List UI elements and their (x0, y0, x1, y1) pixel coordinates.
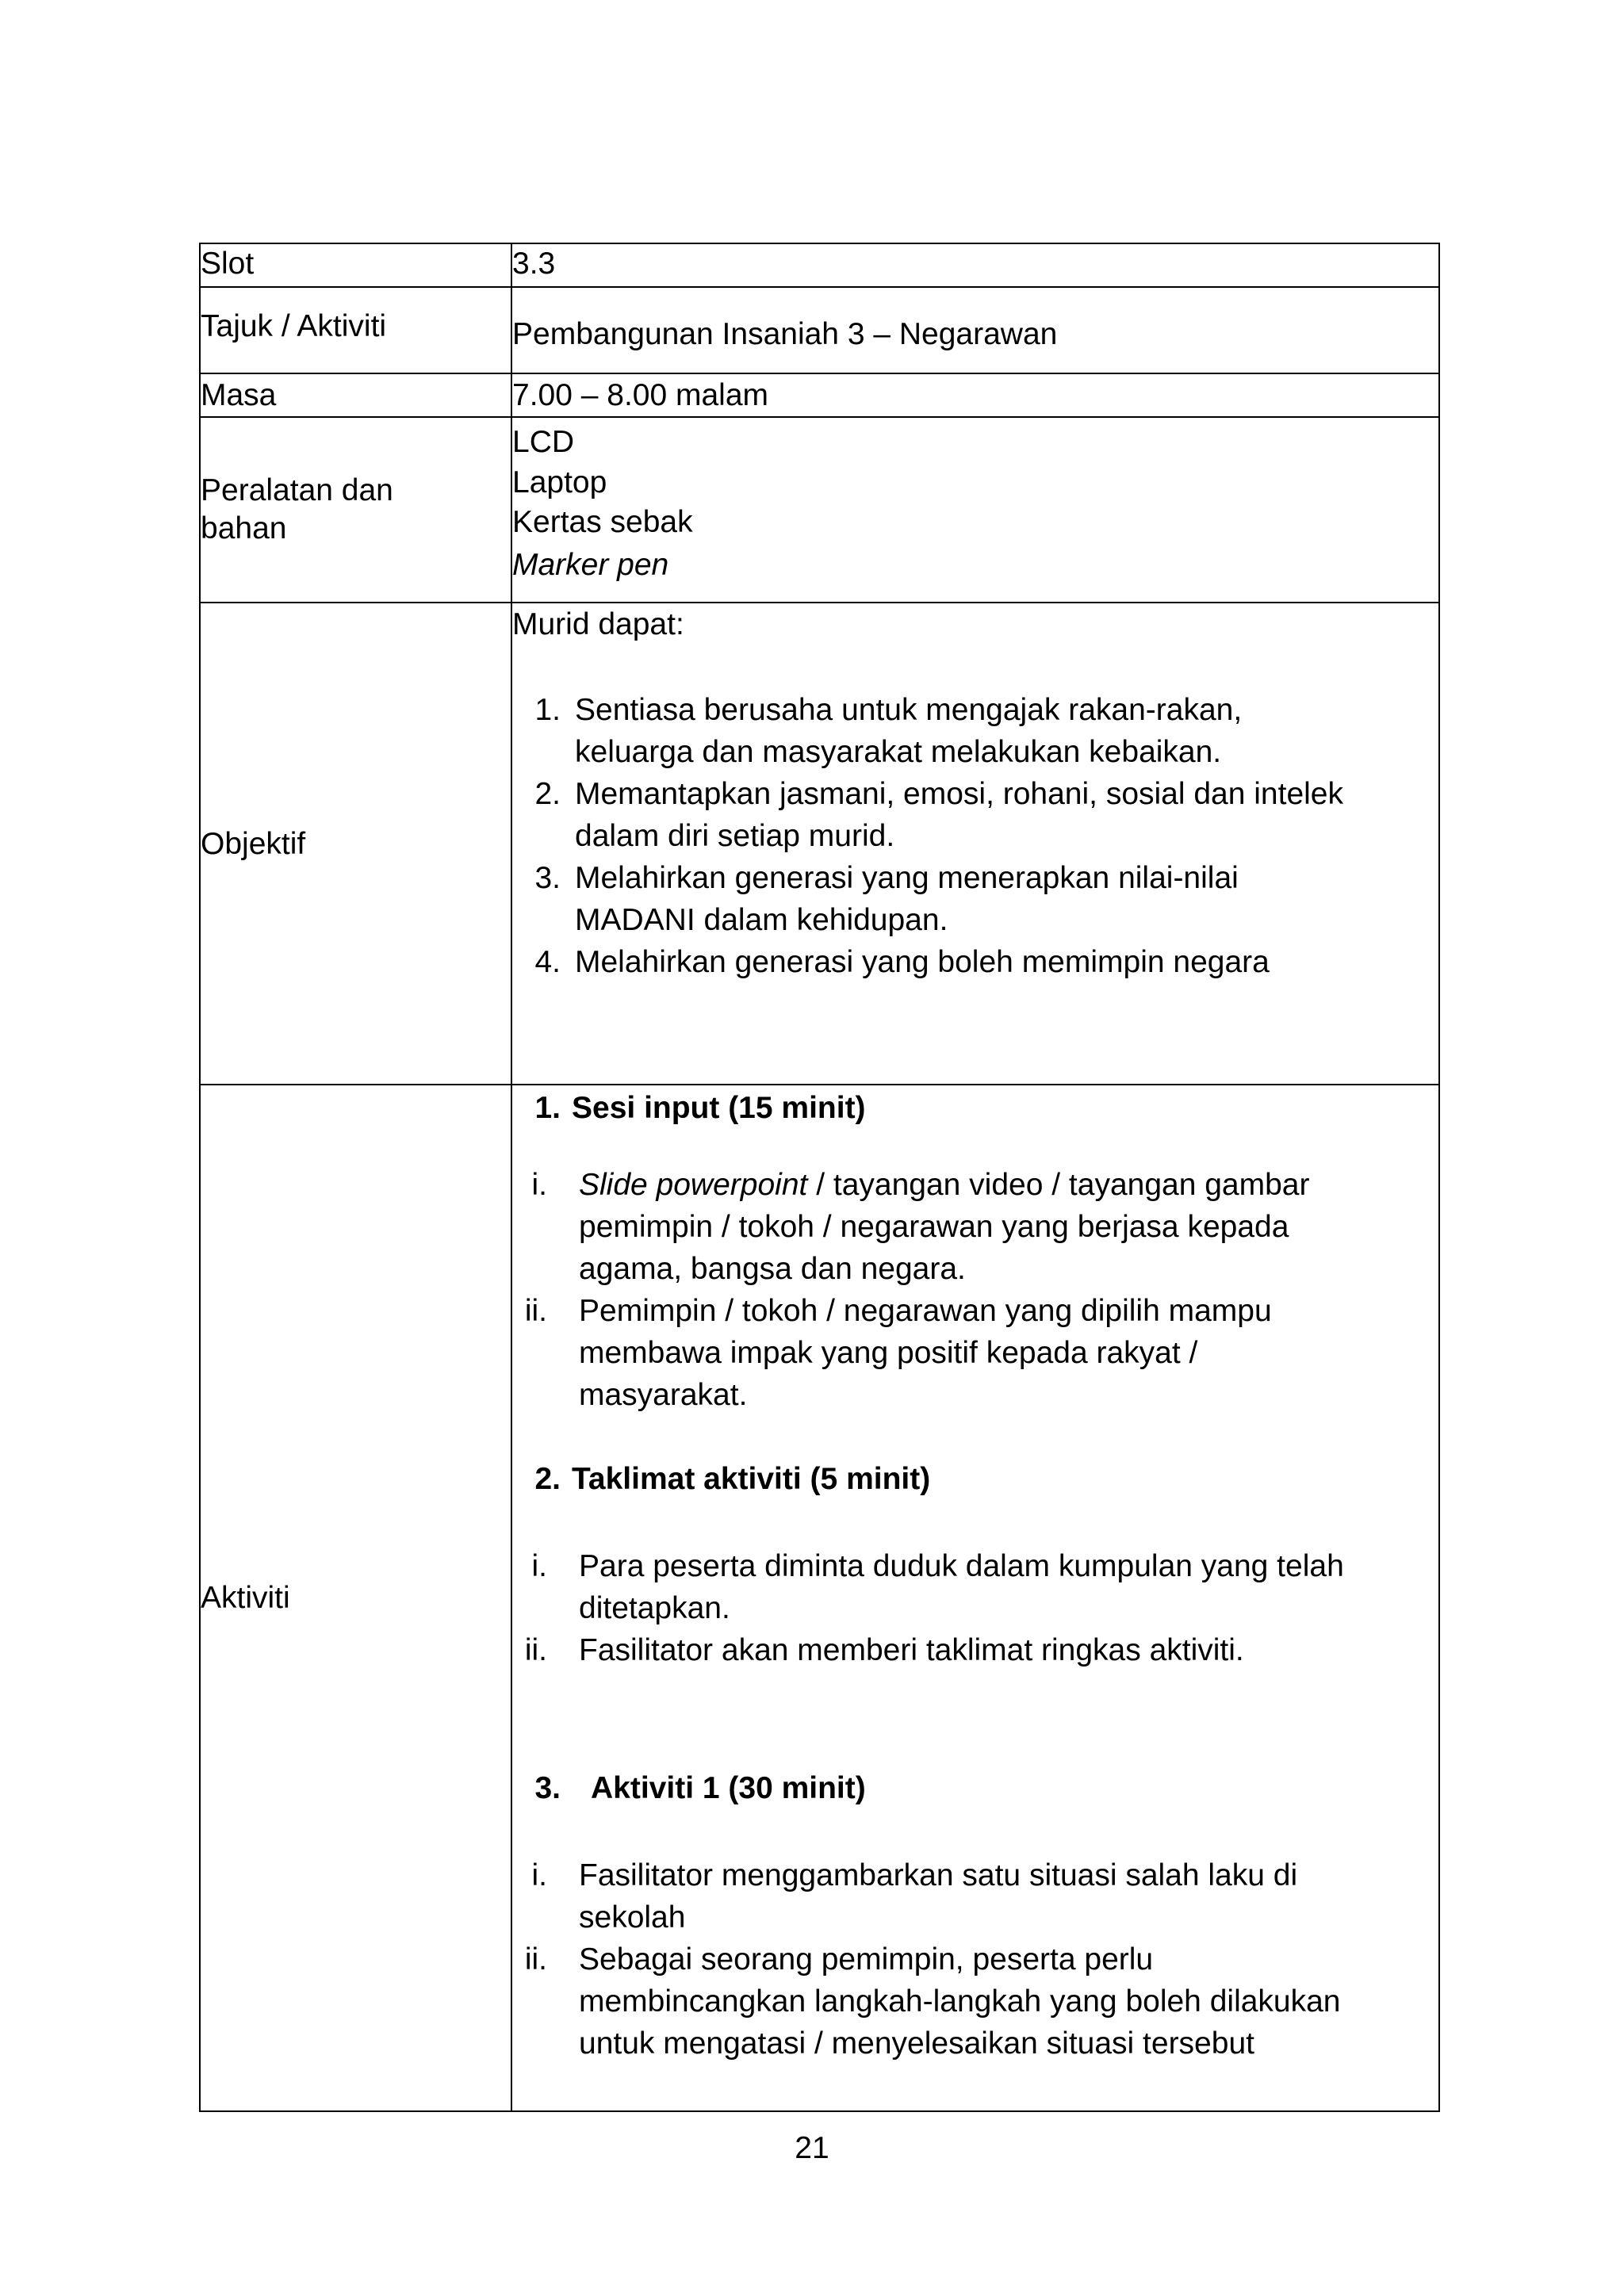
sec1-ii-line3: masyarakat. (579, 1378, 748, 1412)
value-peralatan (511, 417, 1439, 603)
item-laptop: Laptop (512, 465, 607, 499)
sec1-i-line3: agama, bangsa dan negara. (579, 1252, 966, 1286)
activity-table (199, 243, 1440, 2112)
sec2-ii-num: ii. (524, 1633, 547, 1667)
objektif-intro: Murid dapat: (512, 607, 684, 641)
value-slot: 3.3 (511, 243, 1439, 287)
list-item (512, 1854, 1438, 1938)
sec1-title: Sesi input (15 minit) (572, 1091, 866, 1125)
objektif-1-line2: keluarga dan masyarakat melakukan kebaikan. (575, 735, 1222, 769)
sec1-i-line2: pemimpin / tokoh / negarawan yang berjasa kepada (579, 1210, 1289, 1244)
value-masa: 7.00 – 8.00 malam (511, 373, 1439, 417)
label-peralatan (200, 417, 511, 603)
list-item (512, 1290, 1438, 1416)
sec1-num: 1. (534, 1091, 561, 1125)
list-item (512, 1938, 1438, 2064)
sec1-ii-num: ii. (524, 1294, 547, 1328)
sec2-i-line2: ditetapkan. (579, 1591, 730, 1625)
list-item (512, 689, 1438, 773)
label-slot: Slot (200, 243, 511, 287)
sec3-title: Aktiviti 1 (30 minit) (591, 1771, 866, 1805)
value-tajuk-text: Pembangunan Insaniah 3 – Negarawan (512, 317, 1058, 351)
sec2-num: 2. (534, 1462, 561, 1496)
item-lcd: LCD (512, 425, 575, 459)
value-tajuk (511, 287, 1439, 373)
list-item (512, 941, 1438, 983)
label-tajuk-text: Tajuk / Aktiviti (201, 309, 387, 343)
list-item (512, 773, 1438, 857)
objektif-3-line2: MADANI dalam kehidupan. (575, 903, 948, 937)
sec3-ii-line3: untuk mengatasi / menyelesaikan situasi tersebut (579, 2026, 1254, 2061)
section-heading-1 (512, 1085, 1438, 1129)
sec2-ii-line1: Fasilitator akan memberi taklimat ringkas aktiviti. (579, 1633, 1244, 1667)
objektif-num-3: 3. (534, 861, 561, 895)
section-heading-2 (512, 1458, 1438, 1500)
sec3-ii-line2: membincangkan langkah-langkah yang boleh dilakukan (579, 1984, 1341, 2019)
row-masa (200, 373, 1439, 417)
objektif-2-line1: Memantapkan jasmani, emosi, rohani, sosial dan intelek (575, 777, 1344, 811)
sec2-i-line1: Para peserta diminta duduk dalam kumpulan yang telah (579, 1549, 1344, 1583)
label-peralatan-line1: Peralatan dan (201, 473, 393, 507)
sec3-i-num: i. (531, 1858, 547, 1892)
sec1-i-rest: / tayangan video / tayangan gambar (807, 1168, 1310, 1202)
label-masa: Masa (200, 373, 511, 417)
sec2-i-num: i. (531, 1549, 547, 1583)
objektif-num-2: 2. (534, 777, 561, 811)
item-marker-pen: Marker pen (512, 548, 669, 582)
sec1-i-num: i. (531, 1168, 547, 1202)
objektif-num-4: 4. (534, 945, 561, 979)
list-item (512, 1629, 1438, 1671)
list-item (512, 1545, 1438, 1629)
row-peralatan (200, 417, 1439, 603)
objektif-2-line2: dalam diri setiap murid. (575, 819, 895, 853)
row-tajuk (200, 287, 1439, 373)
label-objektif: Objektif (200, 603, 511, 1085)
objektif-1-line1: Sentiasa berusaha untuk mengajak rakan-rakan, (575, 693, 1243, 727)
page-number: 21 (795, 2131, 829, 2165)
row-aktiviti (200, 1085, 1439, 2111)
value-objektif (511, 603, 1439, 1085)
sec3-i-line1: Fasilitator menggambarkan satu situasi salah laku di (579, 1858, 1298, 1892)
label-peralatan-line2: bahan (201, 511, 287, 545)
objektif-3-line1: Melahirkan generasi yang menerapkan nilai-nilai (575, 861, 1239, 895)
section-heading-3 (512, 1767, 1438, 1809)
row-slot (200, 243, 1439, 287)
label-aktiviti: Aktiviti (200, 1085, 511, 2111)
sec1-i-italic: Slide powerpoint (579, 1168, 808, 1202)
list-item (512, 1164, 1438, 1290)
sec3-num: 3. (534, 1771, 561, 1805)
sec2-title: Taklimat aktiviti (5 minit) (572, 1462, 931, 1496)
objektif-list (512, 689, 1438, 983)
sec3-ii-num: ii. (524, 1942, 547, 1976)
value-aktiviti (511, 1085, 1439, 2111)
sec1-ii-line1: Pemimpin / tokoh / negarawan yang dipilih mampu (579, 1294, 1272, 1328)
item-kertas-sebak: Kertas sebak (512, 505, 693, 539)
row-objektif (200, 603, 1439, 1085)
sec3-i-line2: sekolah (579, 1900, 686, 1934)
label-tajuk (200, 287, 511, 373)
list-item (512, 857, 1438, 941)
sec3-ii-line1: Sebagai seorang pemimpin, peserta perlu (579, 1942, 1154, 1976)
objektif-4-line1: Melahirkan generasi yang boleh memimpin negara (575, 945, 1270, 979)
objektif-num-1: 1. (534, 693, 561, 727)
sec1-ii-line2: membawa impak yang positif kepada rakyat / (579, 1336, 1198, 1370)
